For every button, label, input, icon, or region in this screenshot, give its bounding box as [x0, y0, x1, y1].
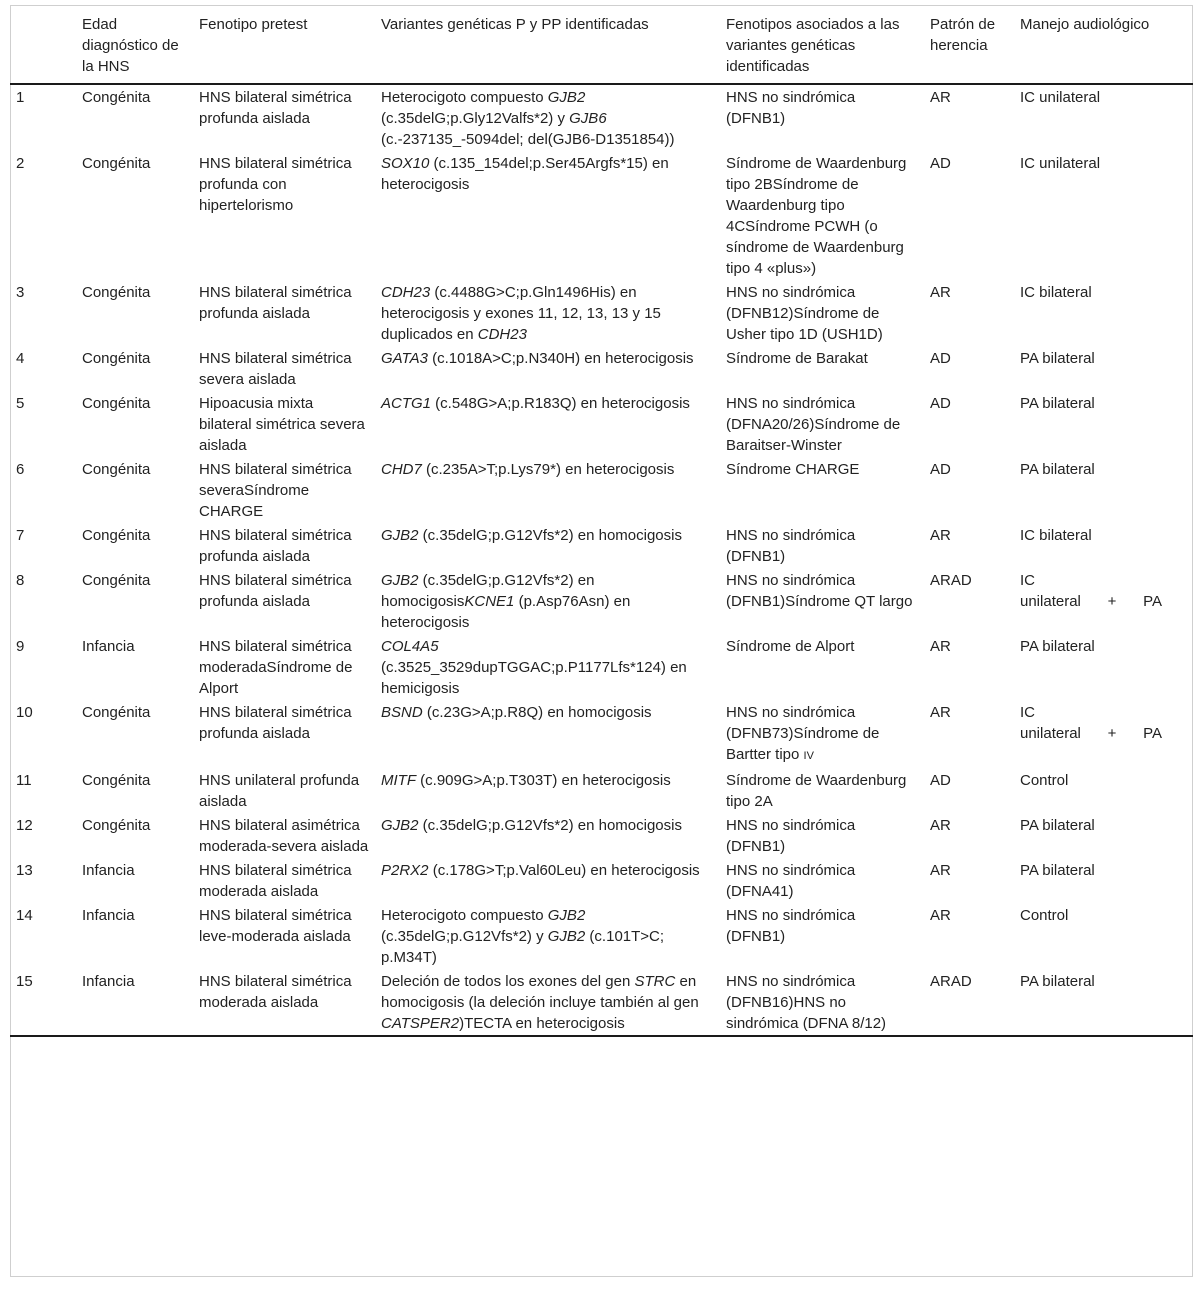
cell-num: 13	[16, 862, 33, 879]
cell-fenotipos-asociados: HNS no sindrómica (DFNB1)	[726, 907, 856, 945]
cell-fenotipo: HNS bilateral simétrica profunda aislada	[199, 527, 352, 565]
cell-fenotipos-asociados: Síndrome de Waardenburg tipo 2A	[726, 772, 907, 810]
cell-herencia: ARAD	[930, 973, 972, 990]
cell-num: 6	[16, 461, 25, 478]
table-row	[10, 969, 1193, 1036]
cell-edad: Congénita	[82, 704, 151, 721]
cell-fenotipo: HNS bilateral simétrica leve-moderada aislada	[199, 907, 352, 945]
cell-variantes: Heterocigoto compuesto GJB2 (c.35delG;p.Gly12Valfs*2) y GJB6 (c.-237135_-5094del; del(GJB6-D1351854))	[381, 89, 675, 148]
table-row	[10, 391, 1193, 457]
cell-fenotipo: HNS bilateral simétrica profunda con hipertelorismo	[199, 155, 352, 214]
cell-edad: Congénita	[82, 395, 151, 412]
cell-manejo: PA bilateral	[1020, 395, 1095, 412]
cell-manejo: IC bilateral	[1020, 527, 1092, 544]
cell-manejo: PA bilateral	[1020, 461, 1095, 478]
cell-herencia: AR	[930, 862, 951, 879]
cell-herencia: AR	[930, 704, 951, 721]
cell-num: 14	[16, 907, 33, 924]
cell-fenotipo: HNS bilateral simétrica moderadaSíndrome de Alport	[199, 638, 353, 697]
cell-num: 15	[16, 973, 33, 990]
cell-num: 9	[16, 638, 25, 655]
cell-herencia: AD	[930, 155, 951, 172]
cell-manejo: Control	[1020, 772, 1069, 789]
cell-herencia: AR	[930, 284, 951, 301]
cell-fenotipos-asociados: Síndrome CHARGE	[726, 461, 860, 478]
cell-fenotipo: HNS bilateral simétrica severa aislada	[199, 350, 352, 388]
cell-herencia: AR	[930, 527, 951, 544]
cell-fenotipos-asociados: HNS no sindrómica (DFNB73)Síndrome de Bartter tipo IV	[726, 704, 880, 763]
cell-num: 12	[16, 817, 33, 834]
cell-variantes: SOX10 (c.135_154del;p.Ser45Argfs*15) en heterocigosis	[381, 155, 669, 193]
cell-fenotipos-asociados: HNS no sindrómica (DFNA41)	[726, 862, 856, 900]
cell-fenotipo: HNS bilateral simétrica profunda aislada	[199, 89, 352, 127]
cell-herencia: ARAD	[930, 572, 972, 589]
cell-manejo: IC unilateral + PA	[1020, 704, 1162, 742]
cell-manejo: Control	[1020, 907, 1069, 924]
cell-fenotipos-asociados: HNS no sindrómica (DFNB12)Síndrome de Usher tipo 1D (USH1D)	[726, 284, 883, 343]
cell-fenotipos-asociados: HNS no sindrómica (DFNA20/26)Síndrome de Baraitser-Winster	[726, 395, 901, 454]
cell-edad: Infancia	[82, 862, 135, 879]
table-row	[10, 634, 1193, 700]
header-fenotipos-asociados: Fenotipos asociados a las variantes genéticas identificadas	[726, 16, 900, 75]
cell-fenotipo: HNS bilateral simétrica profunda aislada	[199, 284, 352, 322]
cell-manejo: PA bilateral	[1020, 862, 1095, 879]
cell-fenotipo: HNS bilateral simétrica profunda aislada	[199, 704, 352, 742]
table-row	[10, 457, 1193, 523]
cell-fenotipo: HNS bilateral simétrica profunda aislada	[199, 572, 352, 610]
cell-variantes: ACTG1 (c.548G>A;p.R183Q) en heterocigosis	[381, 395, 690, 412]
header-row	[10, 12, 1193, 84]
cell-herencia: AD	[930, 350, 951, 367]
cell-fenotipos-asociados: Síndrome de Barakat	[726, 350, 868, 367]
cell-fenotipos-asociados: HNS no sindrómica (DFNB1)	[726, 817, 856, 855]
cell-variantes: GJB2 (c.35delG;p.G12Vfs*2) en homocigosis	[381, 817, 682, 834]
cell-fenotipo: HNS bilateral asimétrica moderada-severa aislada	[199, 817, 369, 855]
cell-variantes: CHD7 (c.235A>T;p.Lys79*) en heterocigosis	[381, 461, 675, 478]
genetic-variants-table	[10, 12, 1193, 1037]
cell-fenotipo: HNS bilateral simétrica moderada aislada	[199, 973, 352, 1011]
header-herencia: Patrón de herencia	[930, 16, 996, 54]
table-row	[10, 813, 1193, 858]
cell-fenotipo: HNS unilateral profunda aislada	[199, 772, 360, 810]
cell-num: 4	[16, 350, 25, 367]
cell-num: 10	[16, 704, 33, 721]
header-fenotipo: Fenotipo pretest	[199, 16, 308, 33]
cell-manejo: IC unilateral	[1020, 89, 1101, 106]
cell-edad: Congénita	[82, 350, 151, 367]
cell-edad: Infancia	[82, 907, 135, 924]
cell-manejo: IC unilateral	[1020, 155, 1101, 172]
header-manejo: Manejo audiológico	[1020, 16, 1150, 33]
cell-num: 5	[16, 395, 25, 412]
cell-edad: Congénita	[82, 772, 151, 789]
cell-num: 2	[16, 155, 25, 172]
cell-manejo: IC bilateral	[1020, 284, 1092, 301]
cell-fenotipos-asociados: HNS no sindrómica (DFNB1)	[726, 89, 856, 127]
table-row	[10, 151, 1193, 280]
table-row	[10, 523, 1193, 568]
cell-fenotipo: Hipoacusia mixta bilateral simétrica severa aislada	[199, 395, 365, 454]
cell-edad: Congénita	[82, 89, 151, 106]
cell-herencia: AR	[930, 89, 951, 106]
cell-variantes: COL4A5 (c.3525_3529dupTGGAC;p.P1177Lfs*124) en hemicigosis	[381, 638, 687, 697]
cell-variantes: Heterocigoto compuesto GJB2 (c.35delG;p.G12Vfs*2) y GJB2 (c.101T>C; p.M34T)	[381, 907, 665, 966]
cell-fenotipo: HNS bilateral simétrica severaSíndrome CHARGE	[199, 461, 352, 520]
cell-herencia: AR	[930, 638, 951, 655]
cell-manejo: PA bilateral	[1020, 638, 1095, 655]
cell-variantes: MITF (c.909G>A;p.T303T) en heterocigosis	[381, 772, 671, 789]
cell-edad: Congénita	[82, 155, 151, 172]
cell-edad: Infancia	[82, 973, 135, 990]
table-row	[10, 858, 1193, 903]
cell-edad: Congénita	[82, 284, 151, 301]
table-row	[10, 903, 1193, 969]
cell-herencia: AD	[930, 772, 951, 789]
table-header	[10, 12, 1193, 84]
cell-edad: Congénita	[82, 461, 151, 478]
cell-variantes: BSND (c.23G>A;p.R8Q) en homocigosis	[381, 704, 652, 721]
table-row	[10, 280, 1193, 346]
cell-manejo: PA bilateral	[1020, 350, 1095, 367]
cell-herencia: AD	[930, 461, 951, 478]
cell-herencia: AR	[930, 817, 951, 834]
header-num	[10, 12, 76, 84]
table-body	[10, 84, 1193, 1036]
cell-num: 11	[16, 772, 32, 789]
cell-edad: Congénita	[82, 527, 151, 544]
table-row	[10, 700, 1193, 768]
cell-variantes: P2RX2 (c.178G>T;p.Val60Leu) en heterocigosis	[381, 862, 700, 879]
cell-edad: Infancia	[82, 638, 135, 655]
cell-herencia: AR	[930, 907, 951, 924]
cell-fenotipos-asociados: HNS no sindrómica (DFNB1)Síndrome QT largo	[726, 572, 913, 610]
cell-fenotipos-asociados: Síndrome de Alport	[726, 638, 855, 655]
cell-variantes: GATA3 (c.1018A>C;p.N340H) en heterocigosis	[381, 350, 694, 367]
cell-num: 1	[16, 89, 25, 106]
cell-fenotipos-asociados: Síndrome de Waardenburg tipo 2BSíndrome de Waardenburg tipo 4CSíndrome PCWH (o síndrome de Waardenburg tipo 4 «plus»)	[726, 155, 907, 277]
cell-fenotipos-asociados: HNS no sindrómica (DFNB1)	[726, 527, 856, 565]
table-row	[10, 768, 1193, 813]
header-edad: Edad diagnóstico de la HNS	[82, 16, 179, 75]
cell-edad: Congénita	[82, 817, 151, 834]
cell-num: 3	[16, 284, 25, 301]
cell-variantes: GJB2 (c.35delG;p.G12Vfs*2) en homocigosis	[381, 527, 682, 544]
cell-manejo: PA bilateral	[1020, 817, 1095, 834]
cell-fenotipos-asociados: HNS no sindrómica (DFNB16)HNS no sindrómica (DFNA 8/12)	[726, 973, 887, 1032]
cell-fenotipo: HNS bilateral simétrica moderada aislada	[199, 862, 352, 900]
cell-manejo: PA bilateral	[1020, 973, 1095, 990]
cell-num: 8	[16, 572, 25, 589]
cell-herencia: AD	[930, 395, 951, 412]
cell-edad: Congénita	[82, 572, 151, 589]
cell-variantes: CDH23 (c.4488G>C;p.Gln1496His) en heterocigosis y exones 11, 12, 13, 13 y 15 duplicados en CDH23	[381, 284, 661, 343]
cell-variantes: Deleción de todos los exones del gen STRC en homocigosis (la deleción incluye también al gen CATSPER2)TECTA en heterocigosis	[381, 973, 699, 1032]
cell-manejo: IC unilateral + PA	[1020, 572, 1162, 610]
cell-variantes: GJB2 (c.35delG;p.G12Vfs*2) en homocigosisKCNE1 (p.Asp76Asn) en heterocigosis	[381, 572, 631, 631]
table-row	[10, 346, 1193, 391]
cell-num: 7	[16, 527, 25, 544]
table-row	[10, 568, 1193, 634]
table-row	[10, 84, 1193, 151]
header-variantes: Variantes genéticas P y PP identificadas	[381, 16, 649, 33]
